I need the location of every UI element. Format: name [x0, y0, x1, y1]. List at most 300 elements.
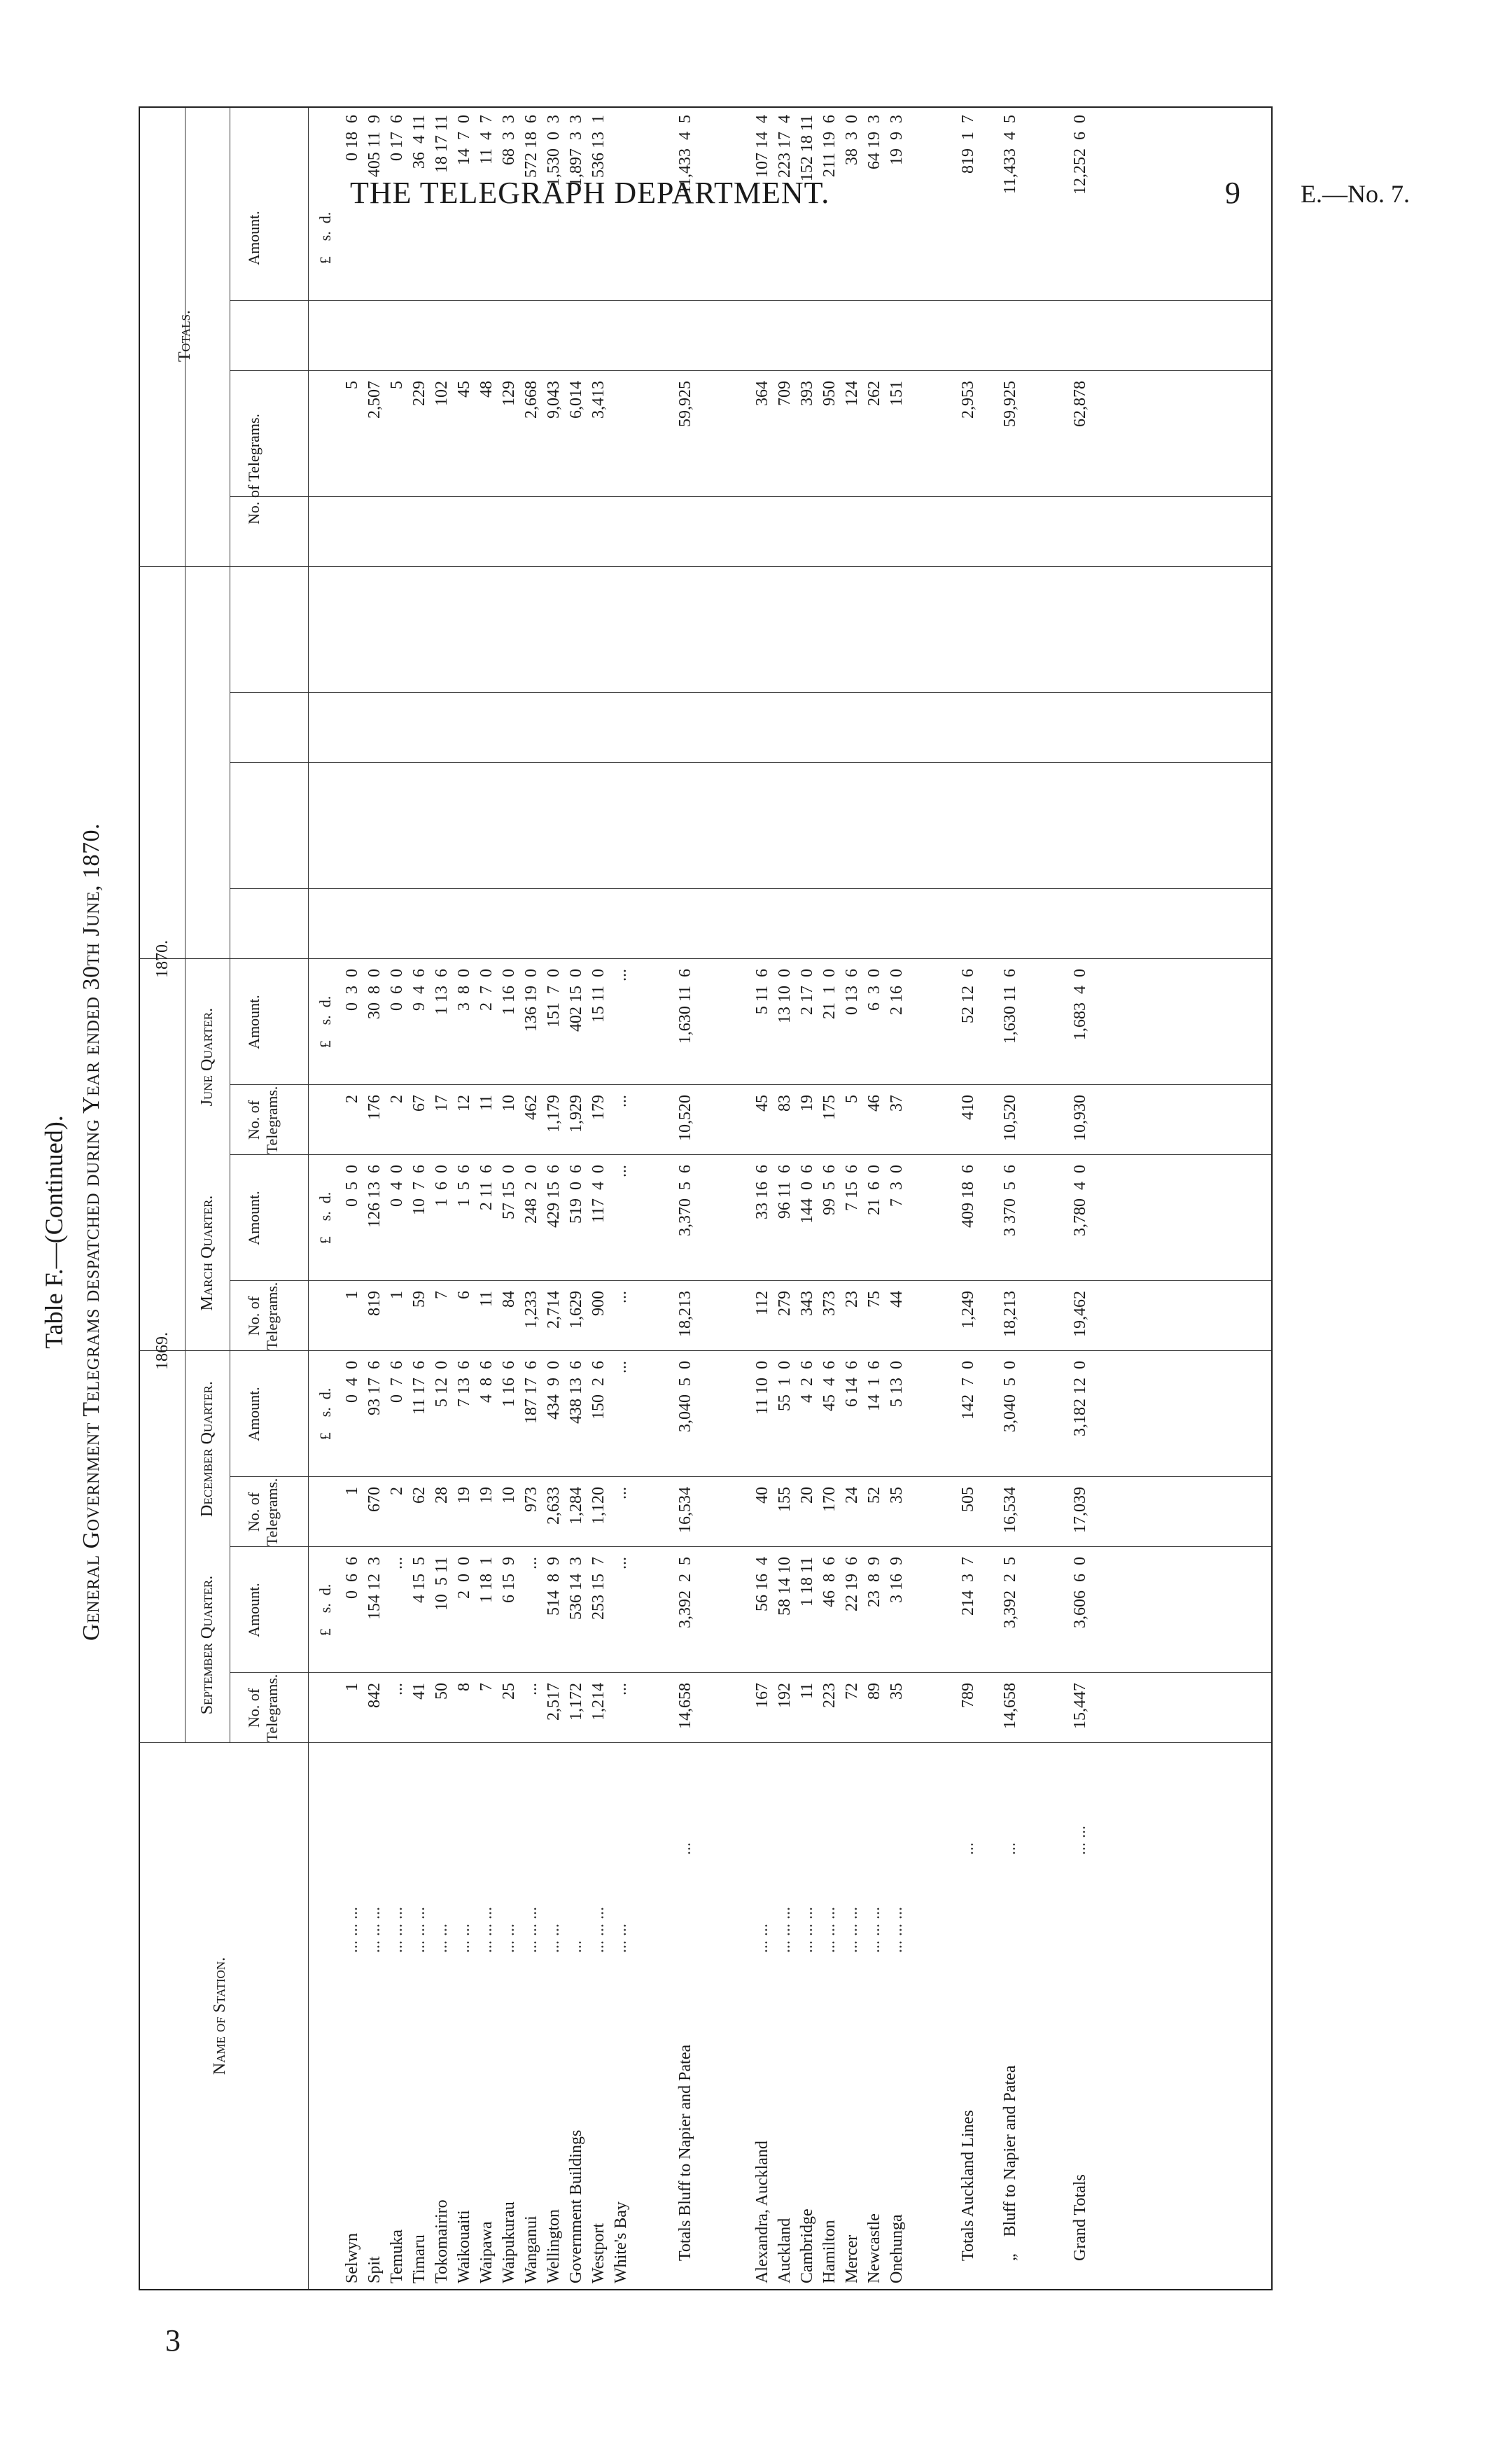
amount-cell: 10 7 6	[410, 1165, 428, 1215]
amount-cell: 4 15 5	[410, 1557, 428, 1603]
telegram-count-cell: 12	[455, 1095, 473, 1112]
amount-cell: 409 18 6	[959, 1165, 977, 1228]
telegram-count-cell: 112	[753, 1291, 771, 1316]
telegram-count-cell: 52	[865, 1487, 883, 1504]
amount-cell: 152 18 11	[798, 115, 816, 182]
telegram-count-cell: ...	[612, 1095, 630, 1107]
lsd-subheader: £ s. d.	[316, 1387, 334, 1441]
amount-cell: 3,392 2 5	[676, 1557, 694, 1628]
amount-cell: 187 17 6	[522, 1361, 540, 1424]
amount-cell: 45 4 6	[820, 1361, 839, 1411]
amount-cell: 3 16 9	[888, 1557, 906, 1603]
telegram-count-cell: 50	[433, 1683, 451, 1700]
telegram-count-cell: 10	[500, 1095, 518, 1112]
leader-dots: ... ...	[455, 1924, 473, 1953]
telegram-count-cell: 129	[500, 381, 518, 406]
station-name: Waipukurau	[500, 2202, 518, 2283]
table-subtitle: General Government Telegrams despatched during Year ended 30th June, 1870.	[78, 822, 104, 1642]
telegram-count-cell: 973	[522, 1487, 540, 1512]
amount-cell: 536 14 3	[567, 1557, 585, 1620]
telegram-count-cell: 709	[776, 381, 794, 406]
telegram-count-cell: 35	[888, 1487, 906, 1504]
lsd-subheader: £ s. d.	[316, 211, 334, 265]
year-1870-header: 1870.	[153, 940, 172, 978]
running-header-page: 9	[1225, 176, 1240, 210]
telegram-count-cell: 72	[843, 1683, 861, 1700]
september-quarter-header: September Quarter.	[198, 1575, 216, 1715]
amount-cell: ...	[612, 1557, 630, 1569]
amount-cell: 12,252 6 0	[1071, 115, 1089, 195]
no-of-telegrams-subheader: No. of Telegrams.	[245, 1086, 281, 1154]
no-of-telegrams-subheader: No. of Telegrams.	[245, 1282, 281, 1350]
amount-cell: 126 13 6	[365, 1165, 384, 1228]
leader-dots: ... ... ...	[477, 1907, 496, 1953]
amount-cell: 1 6 0	[433, 1165, 451, 1207]
telegram-count-cell: 1,249	[959, 1291, 977, 1329]
telegram-count-cell: 5	[343, 381, 361, 389]
amount-cell: 11 10 0	[753, 1361, 771, 1415]
amount-cell: 55 1 0	[776, 1361, 794, 1411]
telegram-count-cell: 6,014	[567, 381, 585, 419]
telegram-count-cell: 1	[343, 1683, 361, 1691]
station-name: Wellington	[545, 2208, 563, 2283]
telegram-count-cell: ...	[612, 1683, 630, 1695]
leader-dots: ... ... ...	[589, 1907, 608, 1953]
telegram-count-cell: 670	[365, 1487, 384, 1512]
telegram-count-cell: 6	[455, 1291, 473, 1299]
telegram-count-cell: 5	[843, 1095, 861, 1103]
telegram-count-cell: 1,929	[567, 1095, 585, 1133]
station-name: Selwyn	[343, 2233, 361, 2283]
amount-cell: 144 0 6	[798, 1165, 816, 1224]
telegram-count-cell: 5	[388, 381, 406, 389]
amount-cell: 0 17 6	[388, 115, 406, 161]
telegram-count-cell: 20	[798, 1487, 816, 1504]
table-caption: Table F.—(Continued).	[40, 1115, 68, 1349]
telegram-count-cell: 2,633	[545, 1487, 563, 1525]
leader-dots: ... ...	[1071, 1826, 1089, 1855]
telegram-count-cell: 842	[365, 1683, 384, 1708]
station-name: White's Bay	[612, 2202, 630, 2283]
station-name: Spit	[365, 2256, 384, 2283]
telegram-count-cell: 2,517	[545, 1683, 563, 1721]
telegram-count-cell: 2	[388, 1487, 406, 1495]
amount-cell: 211 19 6	[820, 115, 839, 178]
telegram-count-cell: 84	[500, 1291, 518, 1308]
telegram-count-cell: 279	[776, 1291, 794, 1316]
telegram-count-cell: 2,668	[522, 381, 540, 419]
june-quarter-header: June Quarter.	[198, 1007, 216, 1107]
amount-cell: 1 13 6	[433, 969, 451, 1015]
amount-cell: 151 7 0	[545, 969, 563, 1028]
amount-cell: ...	[388, 1557, 406, 1569]
amount-cell: 2 0 0	[455, 1557, 473, 1599]
amount-cell: 1,630 11 6	[1001, 969, 1019, 1044]
leader-dots: ... ...	[612, 1924, 630, 1953]
amount-cell: 1 18 1	[477, 1557, 496, 1603]
amount-cell: 46 8 6	[820, 1557, 839, 1607]
amount-cell: 6 14 6	[843, 1361, 861, 1407]
amount-cell: 7 13 6	[455, 1361, 473, 1407]
telegram-count-cell: ...	[388, 1683, 406, 1695]
telegram-count-cell: 1,214	[589, 1683, 608, 1721]
telegram-count-cell: 9,043	[545, 381, 563, 419]
station-name: Wanganui	[522, 2216, 540, 2283]
amount-cell: 22 19 6	[843, 1557, 861, 1611]
station-name: Waipawa	[477, 2221, 496, 2283]
telegram-count-cell: 35	[888, 1683, 906, 1700]
amount-cell: 3,040 5 0	[676, 1361, 694, 1432]
telegram-count-cell: 7	[433, 1291, 451, 1299]
telegram-count-cell: 155	[776, 1487, 794, 1512]
amount-cell: 93 17 6	[365, 1361, 384, 1415]
telegram-count-cell: 124	[843, 381, 861, 406]
telegram-count-cell: 59,925	[1001, 381, 1019, 427]
amount-cell: 0 3 0	[343, 969, 361, 1011]
amount-subheader: Amount.	[245, 211, 262, 265]
telegram-count-cell: 18,213	[1001, 1291, 1019, 1337]
amount-cell: 819 1 7	[959, 115, 977, 174]
amount-cell: 38 3 0	[843, 115, 861, 165]
telegram-count-cell: 1	[388, 1291, 406, 1299]
amount-cell: 0 13 6	[843, 969, 861, 1015]
telegram-count-cell: 16,534	[1001, 1487, 1019, 1533]
station-name: Cambridge	[798, 2208, 816, 2283]
telegram-count-cell: 102	[433, 381, 451, 406]
amount-cell: 402 15 0	[567, 969, 585, 1032]
folio-number: 3	[165, 2323, 181, 2358]
telegram-count-cell: 19	[455, 1487, 473, 1504]
telegram-count-cell: 1,172	[567, 1683, 585, 1721]
amount-cell: 1,630 11 6	[676, 969, 694, 1044]
amount-cell: 1 18 11	[798, 1557, 816, 1607]
amount-cell: 6 3 0	[865, 969, 883, 1011]
leader-dots: ...	[959, 1842, 977, 1855]
telegram-count-cell: 18,213	[676, 1291, 694, 1337]
telegram-count-cell: 44	[888, 1291, 906, 1308]
telegram-count-cell: 75	[865, 1291, 883, 1308]
amount-cell: 5 11 6	[753, 969, 771, 1015]
lsd-subheader: £ s. d.	[316, 1583, 334, 1637]
station-name: Temuka	[388, 2230, 406, 2283]
amount-cell: 23 8 9	[865, 1557, 883, 1607]
amount-cell: ...	[612, 969, 630, 981]
amount-cell: 68 3 3	[500, 115, 518, 165]
amount-cell: 99 5 6	[820, 1165, 839, 1215]
telegram-count-cell: 179	[589, 1095, 608, 1120]
amount-cell: 4 2 6	[798, 1361, 816, 1403]
amount-cell: 30 8 0	[365, 969, 384, 1019]
telegram-count-cell: 1,120	[589, 1487, 608, 1525]
station-column-header: Name of Station.	[211, 1956, 229, 2076]
totals-row-label: „ Bluff to Napier and Patea	[1001, 2065, 1019, 2261]
telegram-count-cell: ...	[612, 1291, 630, 1303]
leader-dots: ... ... ...	[410, 1907, 428, 1953]
amount-subheader: Amount.	[245, 1583, 262, 1637]
telegram-count-cell: 900	[589, 1291, 608, 1316]
telegram-count-cell: 28	[433, 1487, 451, 1504]
amount-cell: ...	[522, 1557, 540, 1569]
telegram-count-cell: 1,179	[545, 1095, 563, 1133]
leader-dots: ... ... ...	[776, 1907, 794, 1953]
amount-cell: 514 8 9	[545, 1557, 563, 1616]
telegram-count-cell: 23	[843, 1291, 861, 1308]
station-name: Alexandra, Auckland	[753, 2141, 771, 2283]
amount-cell: 58 14 10	[776, 1557, 794, 1616]
telegram-count-cell: 10,520	[676, 1095, 694, 1141]
amount-cell: 136 19 0	[522, 969, 540, 1032]
amount-cell: 10 5 11	[433, 1557, 451, 1611]
telegram-count-cell: 462	[522, 1095, 540, 1120]
amount-cell: 14 7 0	[455, 115, 473, 165]
telegram-count-cell: 62	[410, 1487, 428, 1504]
year-1869-header: 1869.	[153, 1332, 172, 1370]
amount-cell: 429 15 6	[545, 1165, 563, 1228]
leader-dots: ... ...	[545, 1924, 563, 1953]
telegram-count-cell: 950	[820, 381, 839, 406]
leader-dots: ... ...	[433, 1924, 451, 1953]
amount-cell: 11,433 4 5	[1001, 115, 1019, 195]
amount-cell: 14 1 6	[865, 1361, 883, 1411]
amount-cell: 536 13 1	[589, 115, 608, 178]
amount-cell: 1 16 6	[500, 1361, 518, 1407]
telegram-count-cell: 229	[410, 381, 428, 406]
amount-cell: 253 15 7	[589, 1557, 608, 1620]
amount-cell: 0 6 6	[343, 1557, 361, 1599]
amount-cell: 3,040 5 0	[1001, 1361, 1019, 1432]
leader-dots: ... ... ...	[798, 1907, 816, 1953]
lsd-subheader: £ s. d.	[316, 1191, 334, 1245]
amount-cell: ...	[612, 1361, 630, 1373]
amount-cell: 21 1 0	[820, 969, 839, 1019]
telegram-count-cell: 10,520	[1001, 1095, 1019, 1141]
amount-cell: 0 5 0	[343, 1165, 361, 1207]
telegram-count-cell: 14,658	[1001, 1683, 1019, 1729]
march-quarter-header: March Quarter.	[198, 1195, 216, 1311]
telegram-count-cell: 19,462	[1071, 1291, 1089, 1337]
amount-cell: 519 0 6	[567, 1165, 585, 1224]
telegram-count-cell: 45	[455, 381, 473, 398]
amount-cell: 13 10 0	[776, 969, 794, 1023]
amount-cell: 248 2 0	[522, 1165, 540, 1224]
telegram-count-cell: 10,930	[1071, 1095, 1089, 1141]
telegram-count-cell: 89	[865, 1683, 883, 1700]
telegram-count-cell: 1,284	[567, 1487, 585, 1525]
leader-dots: ...	[567, 1940, 585, 1953]
telegram-count-cell: 505	[959, 1487, 977, 1512]
telegram-count-cell: 19	[477, 1487, 496, 1504]
amount-cell: 572 18 6	[522, 115, 540, 178]
totals-row-label: Grand Totals	[1071, 2174, 1089, 2261]
telegram-count-cell: 41	[410, 1683, 428, 1700]
telegram-count-cell: 151	[888, 381, 906, 406]
amount-cell: 5 13 0	[888, 1361, 906, 1407]
telegram-count-cell: 410	[959, 1095, 977, 1120]
telegram-count-cell: 45	[753, 1095, 771, 1112]
amount-cell: 3 370 5 6	[1001, 1165, 1019, 1236]
telegram-count-cell: 262	[865, 381, 883, 406]
amount-cell: 3,606 6 0	[1071, 1557, 1089, 1628]
amount-cell: 4 8 6	[477, 1361, 496, 1403]
amount-cell: 3,780 4 0	[1071, 1165, 1089, 1236]
lsd-subheader: £ s. d.	[316, 995, 334, 1049]
leader-dots: ...	[1001, 1842, 1019, 1855]
telegram-count-cell: 19	[798, 1095, 816, 1112]
telegram-count-cell: 37	[888, 1095, 906, 1112]
amount-cell: 214 3 7	[959, 1557, 977, 1616]
telegram-count-cell: 1	[343, 1291, 361, 1299]
amount-cell: 1,683 4 0	[1071, 969, 1089, 1040]
amount-cell: 438 13 6	[567, 1361, 585, 1424]
amount-cell: 142 7 0	[959, 1361, 977, 1420]
telegram-count-cell: 223	[820, 1683, 839, 1708]
leader-dots: ... ... ...	[343, 1907, 361, 1953]
telegram-count-cell: 1,233	[522, 1291, 540, 1329]
telegram-count-cell: 2,714	[545, 1291, 563, 1329]
amount-cell: 1,897 3 3	[567, 115, 585, 186]
telegram-count-cell: ...	[522, 1683, 540, 1695]
telegram-count-cell: 2,953	[959, 381, 977, 419]
station-name: Westport	[589, 2222, 608, 2283]
no-of-telegrams-subheader: No. of Telegrams.	[245, 1674, 281, 1742]
telegram-count-cell: 15,447	[1071, 1683, 1089, 1729]
amount-cell: 18 17 11	[433, 115, 451, 174]
station-name: Waikouaiti	[455, 2210, 473, 2283]
telegram-count-cell: 789	[959, 1683, 977, 1708]
station-name: Tokomairiro	[433, 2199, 451, 2283]
telegram-count-cell: 11	[798, 1683, 816, 1700]
amount-cell: 1 5 6	[455, 1165, 473, 1207]
totals-row-label: Totals Auckland Lines	[959, 2110, 977, 2261]
telegram-count-cell: 40	[753, 1487, 771, 1504]
telegram-count-cell: 8	[455, 1683, 473, 1691]
leader-dots: ...	[676, 1842, 694, 1855]
telegram-count-cell: 167	[753, 1683, 771, 1708]
amount-cell: 15 11 0	[589, 969, 608, 1023]
amount-subheader: Amount.	[245, 995, 262, 1049]
leader-dots: ... ... ...	[365, 1907, 384, 1953]
telegram-count-cell: 67	[410, 1095, 428, 1112]
amount-cell: 2 7 0	[477, 969, 496, 1011]
amount-cell: 107 14 4	[753, 115, 771, 178]
telegram-count-cell: 48	[477, 381, 496, 398]
leader-dots: ... ... ...	[843, 1907, 861, 1953]
leader-dots: ... ... ...	[865, 1907, 883, 1953]
telegram-count-cell: 343	[798, 1291, 816, 1316]
running-header-ref: E.—No. 7.	[1301, 180, 1410, 208]
leader-dots: ... ... ...	[888, 1907, 906, 1953]
telegram-count-cell: ...	[612, 1487, 630, 1499]
leader-dots: ... ...	[753, 1924, 771, 1953]
telegram-count-cell: 170	[820, 1487, 839, 1512]
amount-cell: 33 16 6	[753, 1165, 771, 1219]
telegram-count-cell: 11	[477, 1095, 496, 1112]
totals-header: Totals.	[176, 309, 194, 363]
telegram-count-cell: 2,507	[365, 381, 384, 419]
leader-dots: ... ... ...	[820, 1907, 839, 1953]
station-name: Hamilton	[820, 2220, 839, 2283]
amount-cell: 0 4 0	[343, 1361, 361, 1403]
amount-cell: 117 4 0	[589, 1165, 608, 1224]
telegram-count-cell: 2	[343, 1095, 361, 1103]
amount-cell: 405 11 9	[365, 115, 384, 178]
telegram-count-cell: 83	[776, 1095, 794, 1112]
telegram-count-cell: 14,658	[676, 1683, 694, 1729]
leader-dots: ... ... ...	[522, 1907, 540, 1953]
amount-cell: 0 4 0	[388, 1165, 406, 1207]
telegram-count-cell: 62,878	[1071, 381, 1089, 427]
telegram-count-cell: 373	[820, 1291, 839, 1316]
amount-cell: 3 8 0	[455, 969, 473, 1011]
telegram-count-cell: 393	[798, 381, 816, 406]
amount-cell: 3,182 12 0	[1071, 1361, 1089, 1436]
amount-cell: 6 15 9	[500, 1557, 518, 1603]
amount-cell: 154 12 3	[365, 1557, 384, 1620]
telegram-count-cell: 1,629	[567, 1291, 585, 1329]
amount-cell: 11 17 6	[410, 1361, 428, 1415]
amount-cell: 1,530 0 3	[545, 115, 563, 186]
amount-cell: 64 19 3	[865, 115, 883, 169]
amount-cell: 5 12 0	[433, 1361, 451, 1407]
station-name: Government Buildings	[567, 2129, 585, 2283]
amount-cell: 7 15 6	[843, 1165, 861, 1211]
telegram-count-cell: 10	[500, 1487, 518, 1504]
amount-cell: 96 11 6	[776, 1165, 794, 1219]
amount-cell: 434 9 0	[545, 1361, 563, 1420]
station-name: Auckland	[776, 2218, 794, 2283]
amount-cell: 57 15 0	[500, 1165, 518, 1219]
leader-dots: ... ... ...	[388, 1907, 406, 1953]
amount-cell: 36 4 11	[410, 115, 428, 169]
telegram-count-cell: 364	[753, 381, 771, 406]
amount-cell: 0 7 6	[388, 1361, 406, 1403]
station-name: Mercer	[843, 2234, 861, 2283]
amount-subheader: Amount.	[245, 1191, 262, 1245]
telegram-count-cell: 192	[776, 1683, 794, 1708]
station-name: Onehunga	[888, 2214, 906, 2283]
amount-cell: ...	[612, 1165, 630, 1177]
telegram-count-cell: 819	[365, 1291, 384, 1316]
running-header-title: THE TELEGRAPH DEPARTMENT.	[350, 176, 830, 210]
telegram-count-cell: 24	[843, 1487, 861, 1504]
leader-dots: ... ...	[500, 1924, 518, 1953]
telegram-count-cell: 176	[365, 1095, 384, 1120]
amount-cell: 11 4 7	[477, 115, 496, 165]
amount-cell: 9 4 6	[410, 969, 428, 1011]
totals-row-label: Totals Bluff to Napier and Patea	[676, 2044, 694, 2261]
amount-cell: 2 16 0	[888, 969, 906, 1015]
amount-cell: 150 2 6	[589, 1361, 608, 1420]
amount-cell: 21 6 0	[865, 1165, 883, 1215]
no-of-telegrams-subheader: No. of Telegrams.	[245, 413, 262, 525]
telegram-count-cell: 59,925	[676, 381, 694, 427]
telegram-count-cell: 2	[388, 1095, 406, 1103]
telegram-count-cell: 59	[410, 1291, 428, 1308]
telegram-count-cell: 17,039	[1071, 1487, 1089, 1533]
telegram-count-cell: 175	[820, 1095, 839, 1120]
amount-cell: 223 17 4	[776, 115, 794, 178]
amount-cell: 0 6 0	[388, 969, 406, 1011]
amount-subheader: Amount.	[245, 1387, 262, 1441]
telegram-count-cell: 7	[477, 1683, 496, 1691]
amount-cell: 3,392 2 5	[1001, 1557, 1019, 1628]
amount-cell: 2 11 6	[477, 1165, 496, 1211]
december-quarter-header: December Quarter.	[198, 1381, 216, 1517]
telegram-table	[139, 106, 1273, 2290]
telegram-count-cell: 46	[865, 1095, 883, 1112]
telegram-count-cell: 11	[477, 1291, 496, 1308]
telegram-count-cell: 3,413	[589, 381, 608, 419]
